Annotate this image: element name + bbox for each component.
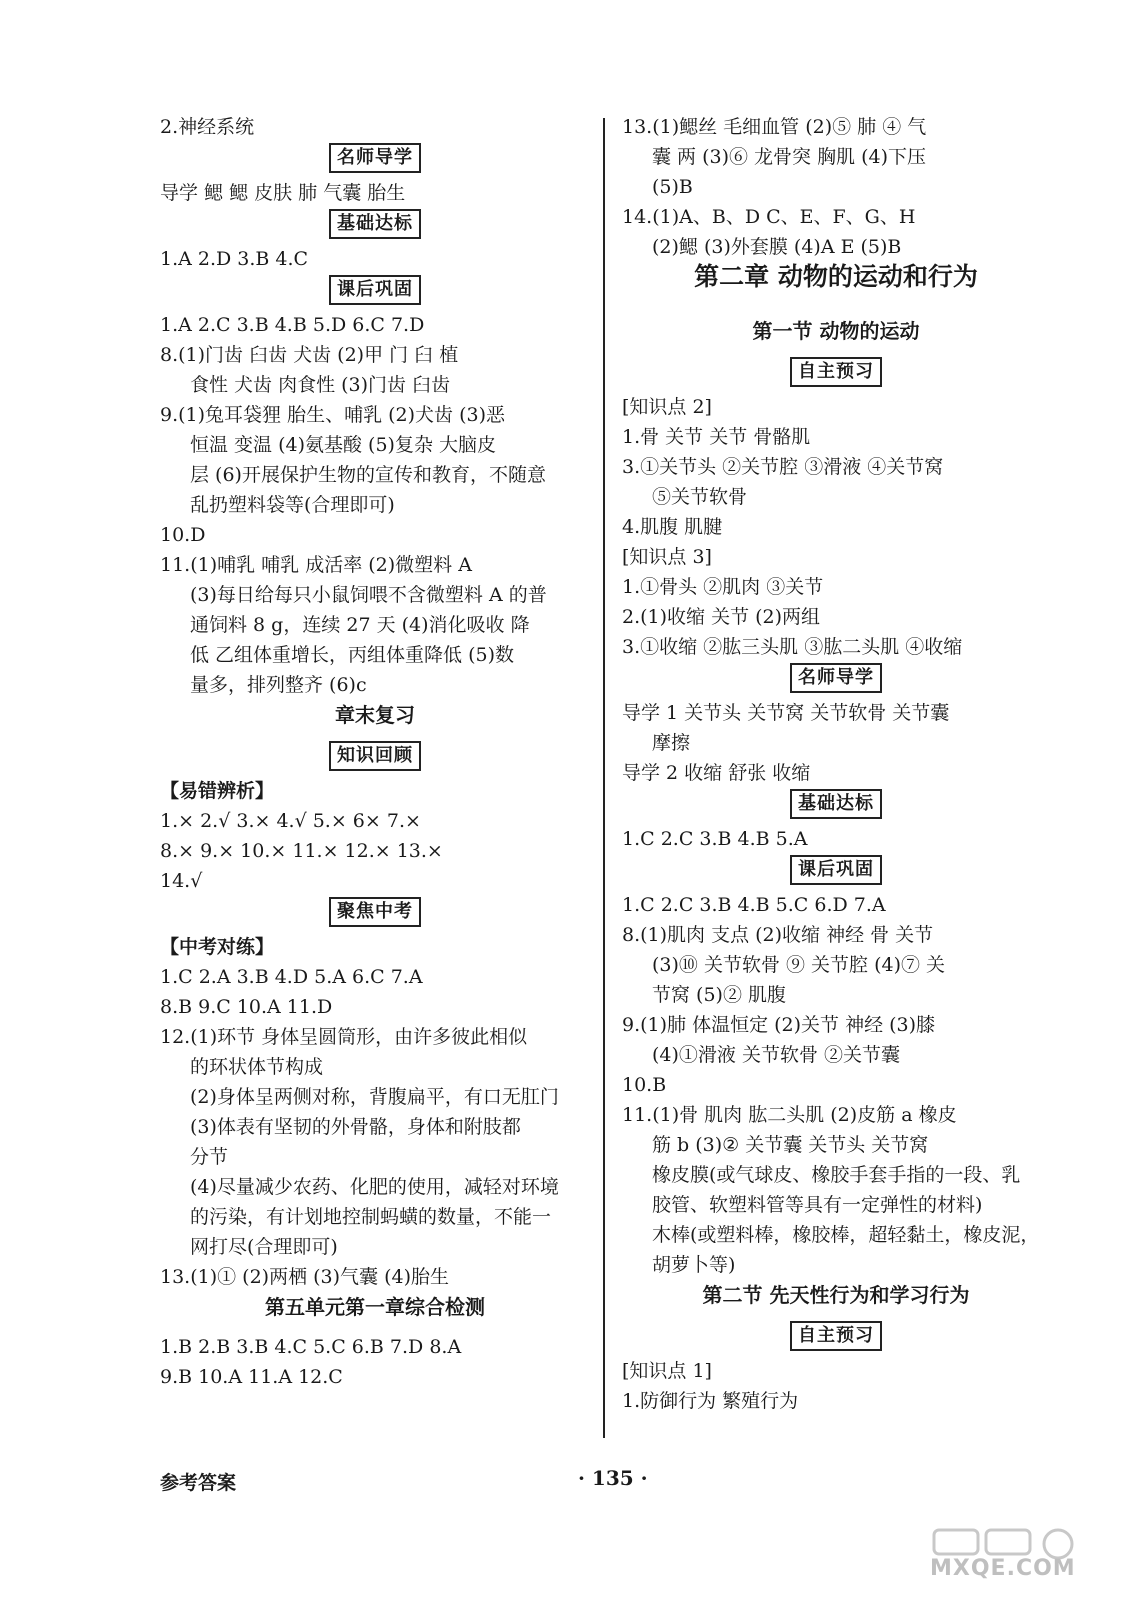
answer-line-continued: 乱扔塑料袋等(合理即可) — [190, 494, 395, 516]
answer-line-continued: (5)B — [652, 176, 693, 198]
section-label-row — [160, 142, 590, 178]
section-label-box: 自主预习 — [790, 357, 882, 387]
answer-line: 3.①关节头 ②关节腔 ③滑液 ④关节窝 — [622, 456, 944, 478]
answer-line-continued: 橡皮膜(或气球皮、橡胶手套手指的一段、乳 — [652, 1164, 1021, 1186]
section-heading: 章末复习 — [335, 703, 415, 727]
section-heading: 第二节 先天性行为和学习行为 — [702, 1283, 970, 1307]
answer-line-continued: 量多，排列整齐 (6)c — [190, 674, 367, 696]
answer-line-continued: 筋 b (3)② 关节囊 关节头 关节窝 — [652, 1134, 929, 1156]
answer-line: 1.防御行为 繁殖行为 — [622, 1390, 799, 1412]
answer-line: 8.× 9.× 10.× 11.× 12.× 13.× — [160, 840, 443, 862]
answer-line: 1.C 2.C 3.B 4.B 5.C 6.D 7.A — [622, 894, 886, 916]
answer-line-continued: (3)体表有坚韧的外骨骼，身体和附肢都 — [190, 1116, 521, 1138]
answer-line-continued: (3)每日给每只小鼠饲喂不含微塑料 A 的普 — [190, 584, 547, 606]
answer-line-continued: 食性 犬齿 肉食性 (3)门齿 臼齿 — [190, 374, 451, 396]
answer-line: 9.(1)兔耳袋狸 胎生、哺乳 (2)犬齿 (3)恶 — [160, 404, 505, 426]
footer-title: 参考答案 — [160, 1472, 237, 1494]
section-label-box: 自主预习 — [790, 1321, 882, 1351]
answer-line-continued: 的环状体节构成 — [190, 1056, 324, 1078]
section-label-row — [160, 208, 590, 244]
section-label-box: 聚焦中考 — [329, 897, 421, 927]
answer-line-continued: (4)尽量减少农药、化肥的使用，减轻对环境 — [190, 1176, 559, 1198]
answer-line-continued: (2)鳃 (3)外套膜 (4)A E (5)B — [652, 236, 902, 258]
subsection-label: 【中考对练】 — [160, 936, 275, 958]
right-column — [622, 112, 1050, 1416]
answer-line: 导学 1 关节头 关节窝 关节软骨 关节囊 — [622, 702, 950, 724]
answer-line: 12.(1)环节 身体呈圆筒形，由许多彼此相似 — [160, 1026, 528, 1048]
answer-line: 1.C 2.C 3.B 4.B 5.A — [622, 828, 808, 850]
answer-line-continued: 木棒(或塑料棒，橡胶棒，超轻黏土，橡皮泥， — [652, 1224, 1040, 1246]
answer-line: 13.(1)鳃丝 毛细血管 (2)⑤ 肺 ④ 气 — [622, 116, 927, 138]
answer-line: 1.B 2.B 3.B 4.C 5.C 6.B 7.D 8.A — [160, 1336, 462, 1358]
answer-line-continued: 通饲料 8 g，连续 27 天 (4)消化吸收 降 — [190, 614, 530, 636]
answer-line: [知识点 2] — [622, 396, 712, 418]
answer-line: 2.神经系统 — [160, 116, 255, 138]
answer-line: 8.(1)门齿 臼齿 犬齿 (2)甲 门 臼 植 — [160, 344, 459, 366]
section-label-box: 知识回顾 — [329, 741, 421, 771]
answer-line: 3.①收缩 ②肱三头肌 ③肱二头肌 ④收缩 — [622, 636, 963, 658]
answer-line-continued: (4)①滑液 关节软骨 ②关节囊 — [652, 1044, 900, 1066]
answer-line: 导学 2 收缩 舒张 收缩 — [622, 762, 811, 784]
answer-line: 1.A 2.D 3.B 4.C — [160, 248, 309, 270]
answer-line: 4.肌腹 肌腱 — [622, 516, 723, 538]
watermark-text: MXQE.COM — [930, 1556, 1076, 1581]
section-label-box: 基础达标 — [790, 789, 882, 819]
answer-line-continued: (3)⑩ 关节软骨 ⑨ 关节腔 (4)⑦ 关 — [652, 954, 946, 976]
left-column — [160, 112, 590, 1392]
section-label-box: 课后巩固 — [790, 855, 882, 885]
section-label-box: 名师导学 — [329, 143, 421, 173]
answer-line-continued: 层 (6)开展保护生物的宣传和教育，不随意 — [190, 464, 546, 486]
answer-line-continued: 胡萝卜等) — [652, 1254, 736, 1276]
answer-line-continued: 低 乙组体重增长，丙组体重降低 (5)数 — [190, 644, 514, 666]
answer-line: 13.(1)① (2)两栖 (3)气囊 (4)胎生 — [160, 1266, 449, 1288]
section-label-row — [160, 274, 590, 310]
section-label-row — [622, 854, 1050, 890]
section-label-row — [160, 740, 590, 776]
section-label-row — [622, 788, 1050, 824]
section-label-box: 基础达标 — [329, 209, 421, 239]
answer-line-continued: (2)身体呈两侧对称，背腹扁平，有口无肛门 — [190, 1086, 559, 1108]
answer-line-continued: 恒温 变温 (4)氨基酸 (5)复杂 大脑皮 — [190, 434, 496, 456]
answer-line: 1.× 2.√ 3.× 4.√ 5.× 6× 7.× — [160, 810, 421, 832]
chapter-heading: 第二章 动物的运动和行为 — [694, 262, 978, 291]
section-heading: 第一节 动物的运动 — [752, 319, 920, 343]
subsection-label: 【易错辨析】 — [160, 780, 275, 802]
answer-line: 导学 鳃 鳃 皮肤 肺 气囊 胎生 — [160, 182, 406, 204]
section-label-row — [160, 896, 590, 932]
section-label-box: 课后巩固 — [329, 275, 421, 305]
answer-line: 8.(1)肌肉 支点 (2)收缩 神经 骨 关节 — [622, 924, 934, 946]
answer-line: 14.(1)A、B、D C、E、F、G、H — [622, 206, 916, 228]
answer-line: 1.骨 关节 关节 骨骼肌 — [622, 426, 811, 448]
section-heading: 第五单元第一章综合检测 — [265, 1295, 485, 1319]
answer-line: 11.(1)哺乳 哺乳 成活率 (2)微塑料 A — [160, 554, 472, 576]
answer-line-continued: 节窝 (5)② 肌腹 — [652, 984, 786, 1006]
answer-line: 10.B — [622, 1074, 667, 1096]
answer-line: 2.(1)收缩 关节 (2)两组 — [622, 606, 821, 628]
answer-line: [知识点 3] — [622, 546, 712, 568]
answer-line-continued: 的污染，有计划地控制蚂蟥的数量，不能一 — [190, 1206, 552, 1228]
answer-line-continued: ⑤关节软骨 — [652, 486, 748, 508]
answer-line: 1.C 2.A 3.B 4.D 5.A 6.C 7.A — [160, 966, 423, 988]
answer-line: 9.B 10.A 11.A 12.C — [160, 1366, 343, 1388]
answer-line: 9.(1)肺 体温恒定 (2)关节 神经 (3)膝 — [622, 1014, 936, 1036]
answer-line-continued: 分节 — [190, 1146, 229, 1168]
section-label-row — [622, 662, 1050, 698]
answer-line-continued: 囊 两 (3)⑥ 龙骨突 胸肌 (4)下压 — [652, 146, 927, 168]
answer-line-continued: 网打尽(合理即可) — [190, 1236, 338, 1258]
answer-line: 1.A 2.C 3.B 4.B 5.D 6.C 7.D — [160, 314, 425, 336]
answer-line: 11.(1)骨 肌肉 肱二头肌 (2)皮筋 a 橡皮 — [622, 1104, 957, 1126]
answer-line: 14.√ — [160, 870, 203, 892]
answer-line: 1.①骨头 ②肌肉 ③关节 — [622, 576, 824, 598]
column-divider — [603, 118, 605, 1438]
answer-line-continued: 胶管、软塑料管等具有一定弹性的材料) — [652, 1194, 983, 1216]
answer-line: 8.B 9.C 10.A 11.D — [160, 996, 333, 1018]
section-label-row — [622, 1320, 1050, 1356]
answer-line: 10.D — [160, 524, 206, 546]
answer-line-continued: 摩擦 — [652, 732, 691, 754]
page-number: · 135 · — [578, 1466, 648, 1490]
section-label-box: 名师导学 — [790, 663, 882, 693]
section-label-row — [622, 356, 1050, 392]
answer-line: [知识点 1] — [622, 1360, 712, 1382]
